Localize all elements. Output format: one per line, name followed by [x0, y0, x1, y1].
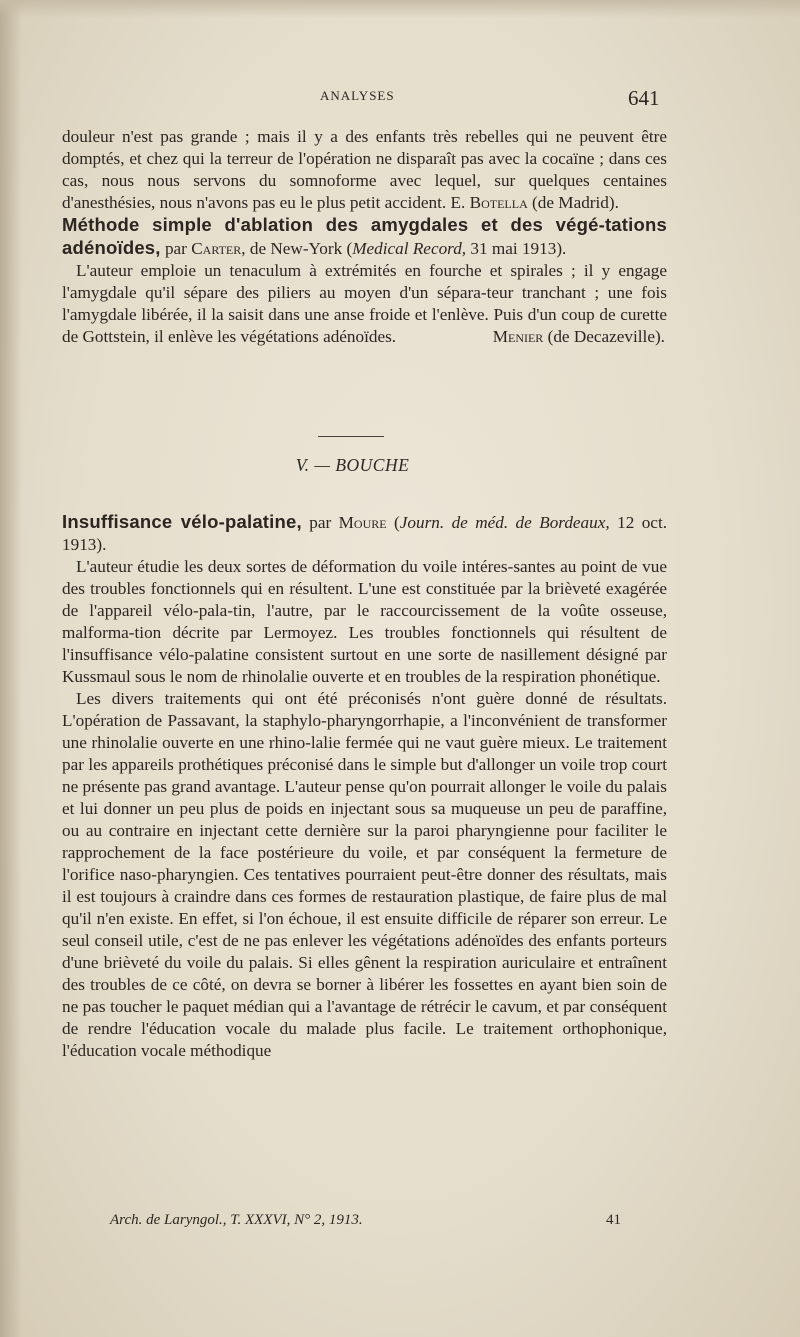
article-body	[62, 260, 667, 348]
article-source: Journ. de méd. de Bordeaux,	[399, 513, 610, 532]
page-footer	[110, 1212, 630, 1229]
text-block-top	[62, 126, 667, 348]
article-paragraph: Les divers traitements qui ont été préconisés n'ont guère donné de résultats. L'opération de Passavant, la staphylo-pharyngorrhapie, a l'inconvénient de transformer une rhinolalie ouverte en une rhino-lalie fermée qui ne vaut guère mieux. Le traitement par les appareils prothétiques préconisé dans le simple but d'allonger un voile trop court ne présente pas grand avantage. L'auteur pense qu'on pourrait allonger le voile du palais et lui donner un peu plus de poids en injectant sous sa muqueuse un peu de paraffine, ou au contraire en injectant cette dernière sur la paroi pharyngienne pour faciliter le rapprochement de la face postérieure du voile, et par conséquent la fermeture de l'orifice naso-pharyngien. Ces tentatives pourraient peut-être donner des résultats, mais il est toujours à craindre dans ces formes de restauration plastique, de faire plus de mal qu'il n'en existe. En effet, si l'on échoue, il est ensuite difficile de réparer son erreur. Le seul conseil utile, c'est de ne pas enlever les végétations adénoïdes des enfants porteurs d'une brièveté du voile du palais. Si elles gênent la respiration auriculaire et entraînent des troubles de ce côté, on devra se borner à libérer les fossettes en ayant bien soin de ne pas toucher le paquet médian qui a l'avantage de rétrécir le cavum, et par conséquent de rendre l'éducation vocale du malade plus facile. Le traitement orthophonique, l'éducation vocale méthodique	[62, 689, 667, 1060]
running-title: ANALYSES	[320, 88, 395, 103]
article-author: Carter	[191, 239, 242, 258]
section-title: V. — BOUCHE	[295, 455, 410, 475]
page-shadow-left	[0, 0, 22, 1337]
article-origin: , de New-York	[241, 239, 343, 258]
signature-place: (de Madrid).	[532, 193, 619, 212]
signature-initial: E.	[450, 193, 466, 212]
article-heading: Méthode simple d'ablation des amygdales et des végé-tations adénoïdes, par Carter, de New-York (Medical Record, 31 mai 1913).	[62, 214, 667, 258]
article-body-text: L'auteur emploie un tenaculum à extrémités en fourche et spirales ; il y engage l'amygdale qu'il sépare des piliers au moyen d'un sépara-teur tranchant ; une fois l'amygdale libérée, il la saisit dans une anse froide et l'enlève. Puis d'un coup de curette de Gottstein, il enlève les végétations adénoïdes.	[62, 261, 667, 346]
text-block-main	[62, 511, 667, 1062]
section-divider	[318, 436, 384, 437]
article-heading: Insuffisance vélo-palatine, par Moure (Journ. de méd. de Bordeaux, 12 oct. 1913).	[62, 511, 668, 554]
page-shadow-top	[0, 0, 800, 18]
article-date: 31 mai 1913).	[470, 239, 567, 258]
article-paragraph: L'auteur étudie les deux sortes de déformation du voile intéres-santes au point de vue des troubles fonctionnels qui en résultent. L'une est constituée par la brièveté exagérée de l'appareil vélo-pala-tin, l'autre, par le raccourcissement de la voûte osseuse, malforma-tion décrite par Lermoyez. Les troubles fonctionnels qui résultent de l'insuffisance vélo-palatine consistent surtout en une sorte de nasillement désigné par Kussmaul sous le nom de rhinolalie ouverte et en troubles de la respiration phonétique.	[62, 557, 667, 686]
signature-place: (de Decazeville).	[547, 327, 665, 346]
article-author: Moure	[338, 513, 387, 532]
page-number: 641	[628, 86, 660, 110]
article-title: Méthode simple d'ablation des amygdales et des végé-tations adénoïdes,	[62, 214, 667, 258]
paragraph-text: douleur n'est pas grande ; mais il y a des enfants très rebelles qui ne peuvent être domptés, et chez qui la terreur de l'opération ne disparaît pas avec la cocaïne ; dans ces cas, nous nous servons du somnoforme avec lequel, sur quelques centaines d'anesthésies, nous n'avons pas eu le plus petit accident.	[62, 127, 667, 212]
signature-name: Menier	[492, 327, 544, 346]
sheet-number: 41	[606, 1212, 621, 1228]
paragraph-continuation	[62, 126, 667, 214]
article-title: Insuffisance vélo-palatine,	[62, 511, 302, 532]
article-source: Medical Record,	[352, 239, 467, 258]
article-par: par	[164, 239, 187, 258]
article-par: par	[309, 513, 332, 532]
footer-source: Arch. de Laryngol., T. XXXVI, N° 2, 1913.	[110, 1212, 363, 1228]
signature-name: Botella	[469, 193, 528, 212]
article-date: 12 oct. 1913).	[62, 513, 668, 554]
